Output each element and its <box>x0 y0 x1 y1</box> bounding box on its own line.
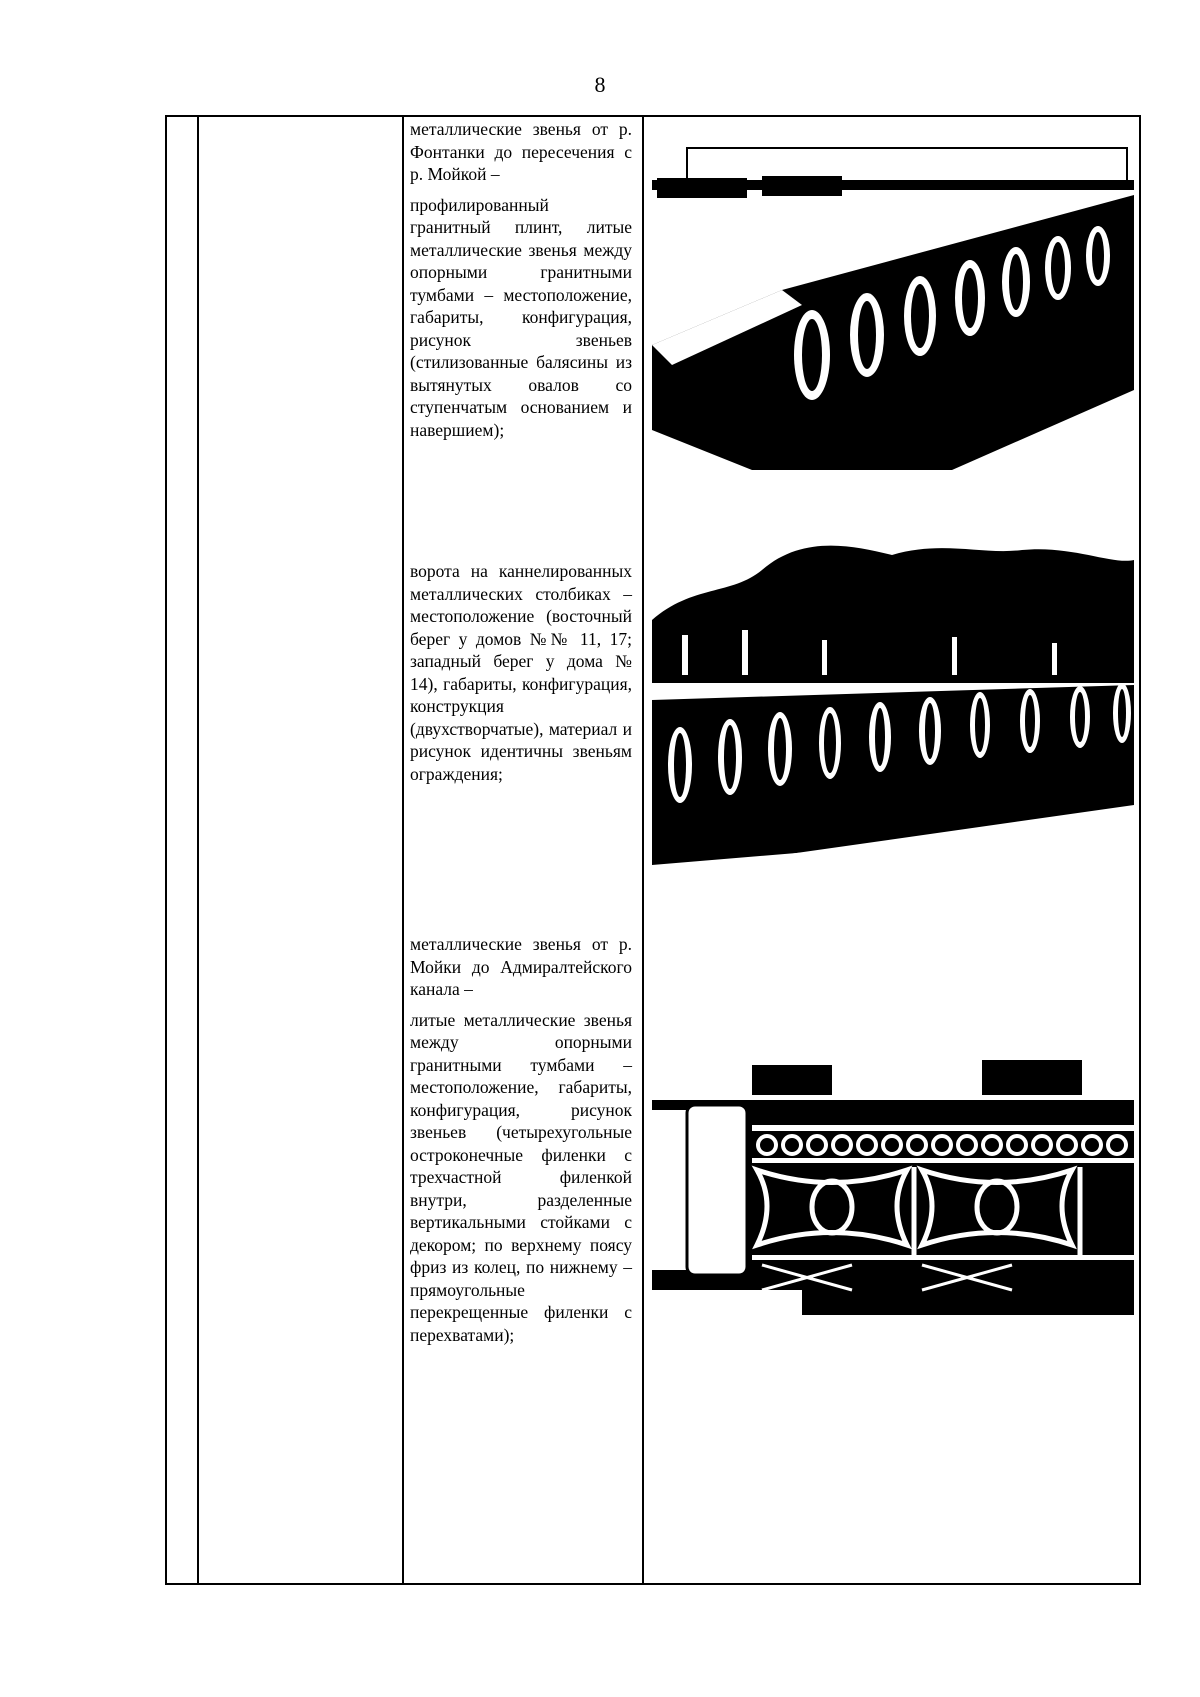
section-heading: металлические звенья от р. Фонтанки до пересечения с р. Мойкой – <box>410 119 632 184</box>
section-description: профилированный гранитный плинт, литые металлические звенья между опорными гранитными тумбами – местоположение, габариты, конфигурация, рисунок звеньев (стилизованные балясины из вытянутых овалов со ступенчатым основанием и навершием); <box>410 194 632 440</box>
table-column-divider <box>642 117 644 1583</box>
embankment-fontanka-moika-block <box>410 118 632 441</box>
embankment-moika-admiralty-block <box>410 933 632 1346</box>
ring-frieze-railing-photo <box>652 1055 1134 1315</box>
gates-block <box>410 560 632 785</box>
gate-photo <box>652 525 1134 875</box>
railing-balusters-photo <box>652 140 1134 470</box>
section-description: ворота на каннелированных металлических столбиках – местоположение (восточный берег у домов №№ 11, 17; западный берег у дома № 14), габариты, конфигурация, конструкция (двухстворчатые), материал и рисунок идентичны звеньям ограждения; <box>410 561 632 784</box>
table-column-divider <box>402 117 404 1583</box>
section-heading: металлические звенья от р. Мойки до Адмиралтейского канала – <box>410 934 632 999</box>
section-description: литые металлические звенья между опорными гранитными тумбами – местоположение, габариты, конфигурация, рисунок звеньев (четырехугольные остроконечные филенки с трехчастной филенкой внутри, разделенные вертикальными стойками с декором; по верхнему поясу фриз из колец, по нижнему – прямоугольные перекрещенные филенки с перехватами); <box>410 1009 632 1345</box>
page-number: 8 <box>594 72 606 97</box>
table-column-divider <box>197 117 199 1583</box>
